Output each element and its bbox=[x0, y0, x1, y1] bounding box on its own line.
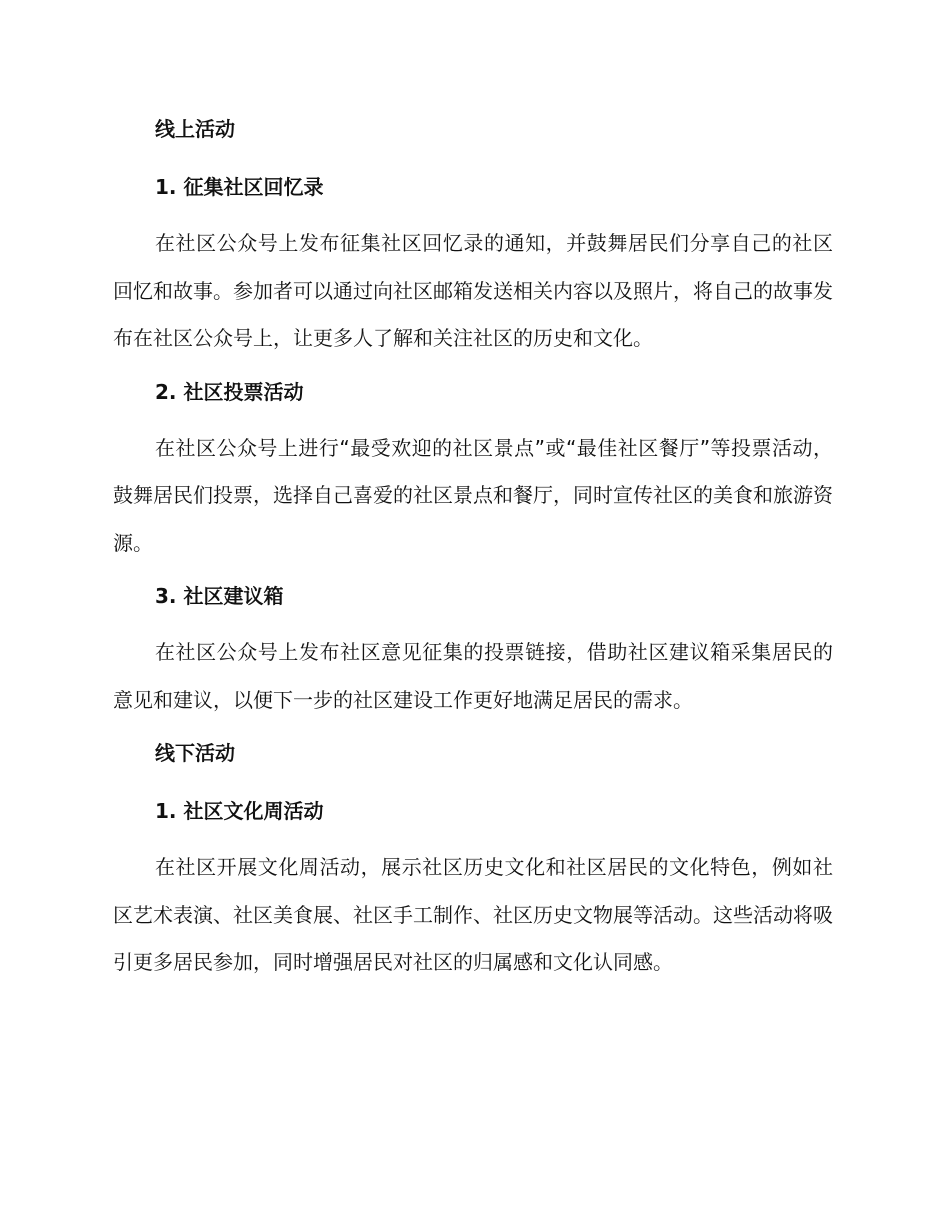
item-heading-memoir: 1. 征集社区回忆录 bbox=[155, 175, 324, 199]
document-content bbox=[113, 110, 833, 987]
section-heading-online: 线上活动 bbox=[155, 117, 235, 141]
item-body-culture-week: 在社区开展文化周活动，展示社区历史文化和社区居民的文化特色，例如社区艺术表演、社区美食展、社区手工制作、社区历史文物展等活动。这些活动将吸引更多居民参加，同时增强居民对社区的归属感和文化认同感。 bbox=[113, 855, 833, 974]
item-heading-culture-week: 1. 社区文化周活动 bbox=[155, 799, 324, 823]
item-body-memoir: 在社区公众号上发布征集社区回忆录的通知，并鼓舞居民们分享自己的社区回忆和故事。参加者可以通过向社区邮箱发送相关内容以及照片，将自己的故事发布在社区公众号上，让更多人了解和关注社区的历史和文化。 bbox=[113, 231, 833, 350]
item-heading-suggestion-box: 3. 社区建议箱 bbox=[155, 584, 284, 608]
item-heading-voting: 2. 社区投票活动 bbox=[155, 379, 304, 404]
section-heading-offline: 线下活动 bbox=[155, 741, 235, 765]
item-body-voting: 在社区公众号上进行“最受欢迎的社区景点”或“最佳社区餐厅”等投票活动，鼓舞居民们投票，选择自己喜爱的社区景点和餐厅，同时宣传社区的美食和旅游资源。 bbox=[113, 435, 833, 555]
item-body-suggestion-box: 在社区公众号上发布社区意见征集的投票链接，借助社区建议箱采集居民的意见和建议，以便下一步的社区建设工作更好地满足居民的需求。 bbox=[113, 640, 833, 712]
